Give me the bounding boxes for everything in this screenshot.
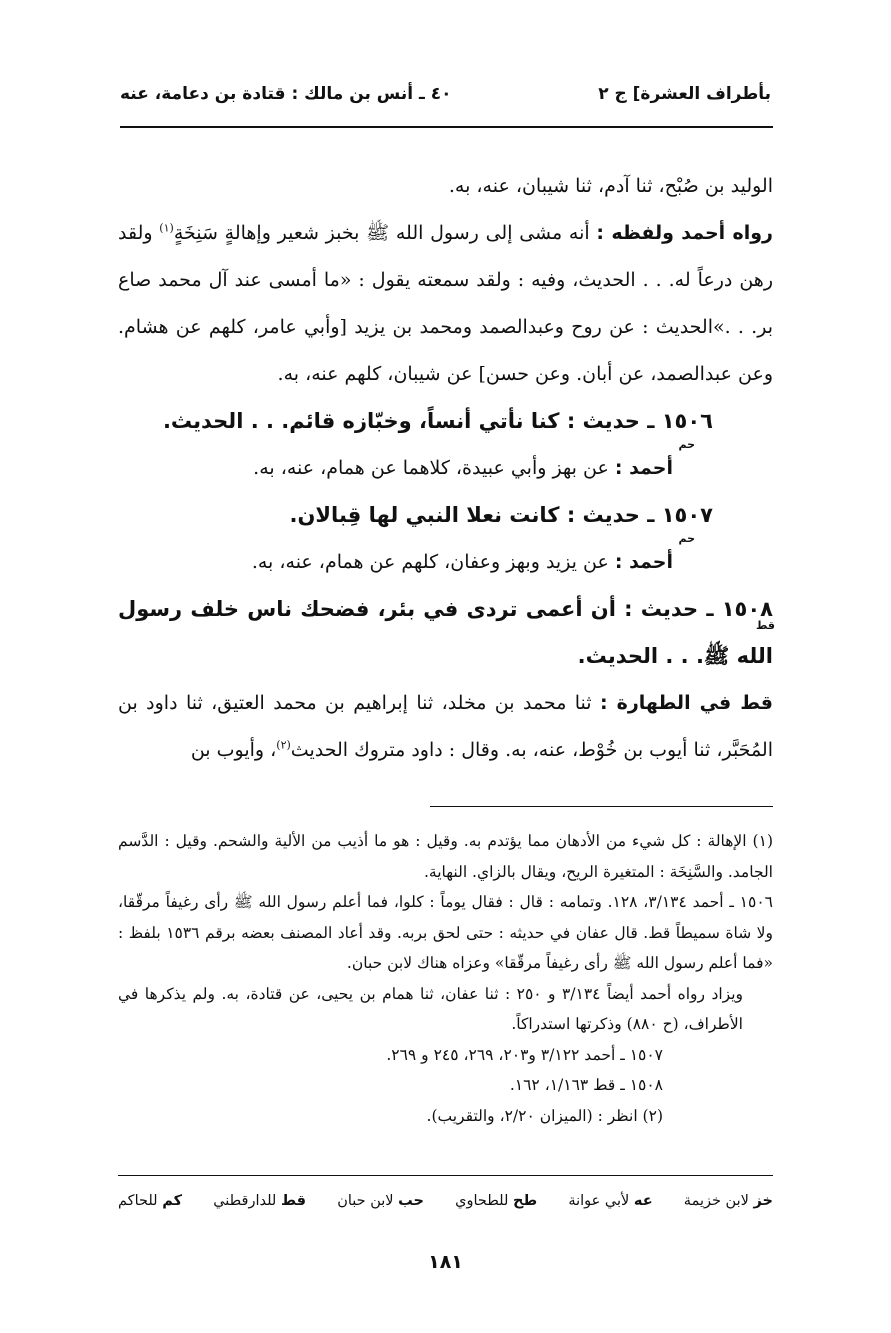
source-label: أحمد : xyxy=(614,457,673,479)
footnote-ref-2[interactable]: (٢) xyxy=(276,738,291,752)
footnote-rule xyxy=(430,806,773,807)
abbreviation-item: خز لابن خزيمة xyxy=(683,1193,773,1209)
siglum-ahmad: حم xyxy=(678,438,695,451)
abbreviation-item: حب لابن حبان xyxy=(337,1193,424,1209)
section-title: ٤٠ ـ أنس بن مالك : قتادة بن دعامة، عنه xyxy=(120,84,452,104)
running-head xyxy=(120,84,771,104)
paragraph-ahmad-narration xyxy=(118,210,773,398)
source-label: قط في الطهارة : xyxy=(600,692,773,714)
source-label: أحمد : xyxy=(614,551,673,573)
abbreviations-rule xyxy=(118,1175,773,1176)
note-1506-addition: ويزاد رواه أحمد أيضاً ٣/١٣٤ و ٢٥٠ : ثنا عفان، ثنا همام بن يحيى، عن قتادة، به. ولم يذكرها في الأطراف، (ح ٨٨٠) وذكرتها استدراكاً. xyxy=(118,984,744,1033)
hadith-1506-title xyxy=(118,398,713,445)
isnad-text-tail: ، وأيوب بن xyxy=(190,739,277,761)
header-rule xyxy=(120,126,773,128)
hadith-1508-source xyxy=(118,680,773,774)
hadith-1507-title xyxy=(118,492,713,539)
footnote-1: (١) الإهالة : كل شيء من الأدهان مما يؤتدم به. وقيل : هو ما أذيب من الألية والشحم. وقيل : الدَّسم الجامد. والسَّنِخَة : المتغيرة الريح، ويقال بالزاي. النهاية. xyxy=(118,832,773,881)
abbreviation-item: كم للحاكم xyxy=(118,1193,183,1209)
main-text xyxy=(118,163,773,774)
isnad-text: ثنا محمد بن مخلد، ثنا إبراهيم بن محمد العتيق، ثنا داود بن المُحَبَّر، ثنا أيوب بن خُوْط، عنه، به. وقال : داود متروك الحديث xyxy=(118,692,773,761)
hadith-1508-heading: ١٥٠٨ ـ حديث : أن أعمى تردى في بئر، فضحك ناس خلف رسول الله ﷺ. . . الحديث. xyxy=(118,597,773,668)
siglum-ahmad: حم xyxy=(678,532,695,545)
footnote-ref-1[interactable]: (١) xyxy=(159,221,174,235)
isnad-text: عن يزيد وبهز وعفان، كلهم عن همام، عنه، به. xyxy=(251,551,609,573)
hadith-1506-source xyxy=(118,438,695,492)
narration-text: أنه مشى إلى رسول الله ﷺ بخبز شعير وإهالةٍ سَنِخَةٍ xyxy=(173,222,590,244)
paragraph-continuation: الوليد بن صُبْح، ثنا آدم، ثنا شيبان، عنه، به. xyxy=(448,175,773,197)
hadith-1506-heading: ١٥٠٦ ـ حديث : كنا نأتي أنساً، وخبّازه قائم. . . الحديث. xyxy=(162,409,713,433)
abbreviation-item: طح للطحاوي xyxy=(455,1193,538,1209)
note-1506: ١٥٠٦ ـ أحمد ٣/١٣٤، ١٢٨. وتمامه : قال : فقال يوماً : كلوا، فما أعلم رسول الله ﷺ رأى رغيفاً مرقّقا، ولا شاة سميطاً قط. قال عفان في حديثه : حتى لحق بربه. وقد أعاد المصنف بعضه برقم ١٥٣٦ بلفظ : «فما أعلم رسول الله ﷺ رأى رغيفاً مرقّقا» وعزاه هناك لابن حبان. xyxy=(118,893,773,972)
page-number: ١٨١ xyxy=(428,1251,463,1273)
isnad-text: عن بهز وأبي عبيدة، كلاهما عن همام، عنه، به. xyxy=(253,457,609,479)
source-label: رواه أحمد ولفظه : xyxy=(596,222,773,244)
hadith-1508-title xyxy=(118,586,773,680)
abbreviation-item: قط للدارقطني xyxy=(213,1193,306,1209)
hadith-1507-heading: ١٥٠٧ ـ حديث : كانت نعلا النبي لها قِبالان. xyxy=(289,503,713,527)
abbreviation-item: عه لأبي عوانة xyxy=(568,1193,653,1209)
hadith-1507-source xyxy=(118,532,695,586)
book-title: بأطراف العشرة] ج ٢ xyxy=(598,84,771,104)
note-1508: ١٥٠٨ ـ قط ١/١٦٣، ١٦٢. xyxy=(509,1076,663,1094)
siglum-daraqutni: قط xyxy=(756,619,775,632)
abbreviations-key xyxy=(118,1193,773,1209)
narration-text-rest: ولقد رهن درعاً له. . . الحديث، وفيه : ولقد سمعته يقول : «ما أمسى عند آل محمد صاع بر. . .»الحديث : عن روح وعبدالصمد ومحمد بن يزيد [وأبي عامر، كلهم عن هشام. وعن عبدالصمد، عن أبان. وعن حسن] عن شيبان، كلهم عنه، به. xyxy=(118,222,773,385)
footnote-2: (٢) انظر : (الميزان ٢/٢٠، والتقريب). xyxy=(426,1106,663,1125)
note-1507: ١٥٠٧ ـ أحمد ٣/١٢٢ و٢٠٣، ٢٦٩، ٢٤٥ و ٢٦٩. xyxy=(386,1045,663,1064)
footnotes xyxy=(118,826,773,1131)
